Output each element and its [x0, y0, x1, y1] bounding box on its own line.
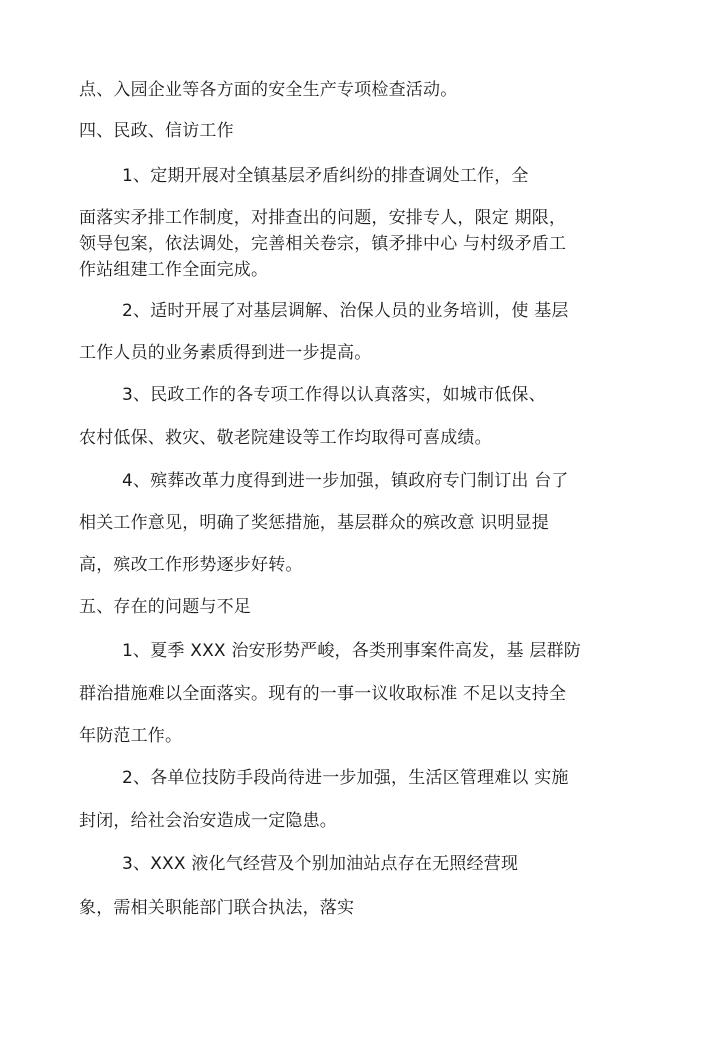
text-line: 农村低保、救灾、敬老院建设等工作均取得可喜成绩。 [79, 428, 492, 448]
text-line: 群治措施难以全面落实。现有的一事一议收取标准 不足以支持全 [79, 684, 567, 704]
text-line: 年防范工作。 [79, 726, 183, 746]
text-line: 相关工作意见，明确了奖惩措施，基层群众的殡改意 识明显提 [79, 513, 550, 533]
section-heading-civil-affairs: 四、民政、信访工作 [79, 121, 234, 141]
text-line: 高，殡改工作形势逐步好转。 [79, 555, 303, 575]
text-line: 1、夏季 XXX 治安形势严峻，各类刑事案件高发，基 层群防 [122, 641, 581, 661]
text-line: 4、殡葬改革力度得到进一步加强，镇政府专门制订出 台了 [122, 471, 569, 491]
text-line: 3、XXX 液化气经营及个别加油站点存在无照经营现 [122, 854, 519, 874]
text-line: 点、入园企业等各方面的安全生产专项检查活动。 [79, 80, 458, 100]
section-heading-problems: 五、存在的问题与不足 [79, 597, 251, 617]
text-line: 象，需相关职能部门联合执法，落实 [79, 898, 355, 918]
text-line: 面落实矛排工作制度，对排查出的问题，安排专人，限定 期限， [79, 208, 567, 228]
text-line: 作站组建工作全面完成。 [79, 260, 269, 280]
text-line: 2、各单位技防手段尚待进一步加强，生活区管理难以 实施 [122, 768, 569, 788]
text-line: 封闭，给社会治安造成一定隐患。 [79, 811, 337, 831]
text-line: 1、定期开展对全镇基层矛盾纠纷的排查调处工作，全 [122, 166, 529, 186]
text-line: 2、适时开展了对基层调解、治保人员的业务培训，使 基层 [122, 301, 569, 321]
text-line: 3、民政工作的各专项工作得以认真落实，如城市低保、 [122, 385, 546, 405]
text-line: 工作人员的业务素质得到进一步提高。 [79, 343, 372, 363]
text-line: 领导包案，依法调处，完善相关卷宗，镇矛排中心 与村级矛盾工 [79, 234, 567, 254]
